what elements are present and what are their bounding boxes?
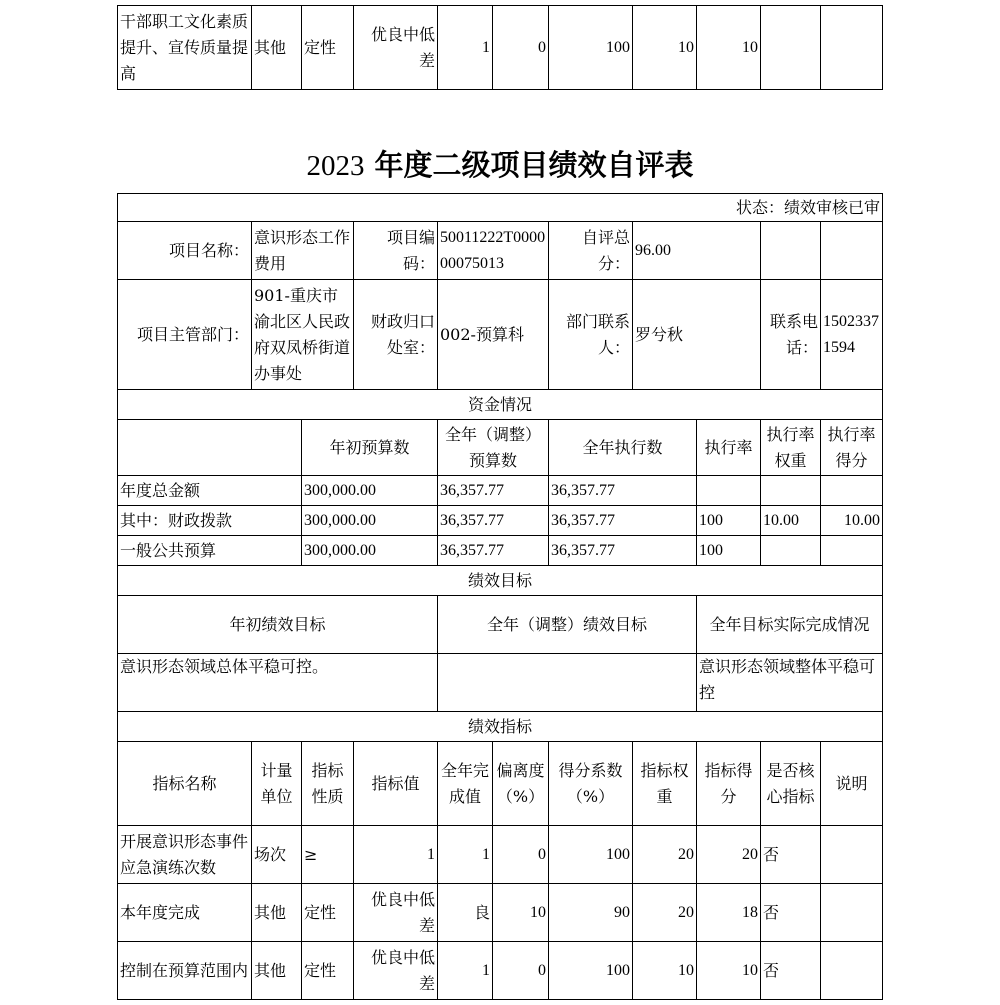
funds-header-adjusted: 全年（调整）预算数 xyxy=(438,420,549,476)
header-score: 指标得分 xyxy=(697,742,761,826)
indicator-coef: 90 xyxy=(549,884,633,942)
funds-row-score xyxy=(821,536,883,566)
header-value: 指标值 xyxy=(354,742,438,826)
indicators-section-row xyxy=(118,712,883,742)
indicator-score: 10 xyxy=(697,6,761,90)
indicators-header-row xyxy=(118,742,883,826)
indicator-unit: 场次 xyxy=(252,826,302,884)
funds-section-title: 资金情况 xyxy=(118,390,883,420)
funds-row-weight xyxy=(761,476,821,506)
indicator-deviation: 0 xyxy=(493,6,549,90)
empty-cell xyxy=(761,222,821,280)
project-name-row xyxy=(118,222,883,280)
finance-office-value: 002-预算科 xyxy=(438,280,549,390)
funds-row-executed: 36,357.77 xyxy=(549,476,697,506)
indicator-weight: 20 xyxy=(633,826,697,884)
indicator-completed: 1 xyxy=(438,826,493,884)
funds-header-rate: 执行率 xyxy=(697,420,761,476)
indicator-coef: 100 xyxy=(549,942,633,1000)
indicator-value: 优良中低差 xyxy=(354,942,438,1000)
indicator-completed: 1 xyxy=(438,6,493,90)
self-score-value: 96.00 xyxy=(633,222,761,280)
header-indicator-name: 指标名称 xyxy=(118,742,252,826)
indicator-score: 18 xyxy=(697,884,761,942)
project-name-label: 项目名称： xyxy=(118,222,252,280)
empty-cell xyxy=(118,420,302,476)
indicator-name: 本年度完成 xyxy=(118,884,252,942)
indicator-weight: 10 xyxy=(633,942,697,1000)
table-row xyxy=(118,536,883,566)
indicator-note xyxy=(821,942,883,1000)
funds-row-rate: 100 xyxy=(697,506,761,536)
indicator-name: 干部职工文化素质提升、宣传质量提高 xyxy=(118,6,252,90)
goals-header-actual: 全年目标实际完成情况 xyxy=(697,596,883,654)
funds-row-label: 一般公共预算 xyxy=(118,536,302,566)
table-row xyxy=(118,826,883,884)
indicator-score: 10 xyxy=(697,942,761,1000)
indicators-section-title: 绩效指标 xyxy=(118,712,883,742)
goals-header-adjusted: 全年（调整）绩效目标 xyxy=(438,596,697,654)
funds-header-weight: 执行率权重 xyxy=(761,420,821,476)
header-completed: 全年完成值 xyxy=(438,742,493,826)
funds-row-adjusted: 36,357.77 xyxy=(438,476,549,506)
department-row xyxy=(118,280,883,390)
indicator-core: 否 xyxy=(761,942,821,1000)
empty-cell xyxy=(821,222,883,280)
funds-row-score xyxy=(821,476,883,506)
funds-header-executed: 全年执行数 xyxy=(549,420,697,476)
funds-row-label: 其中：财政拨款 xyxy=(118,506,302,536)
funds-row-initial: 300,000.00 xyxy=(302,506,438,536)
indicator-core xyxy=(761,6,821,90)
table-row xyxy=(118,476,883,506)
header-weight: 指标权重 xyxy=(633,742,697,826)
funds-row-executed: 36,357.77 xyxy=(549,536,697,566)
indicator-deviation: 10 xyxy=(493,884,549,942)
title-year: 2023 xyxy=(306,150,365,182)
phone-value: 15023371594 xyxy=(821,280,883,390)
funds-header-initial: 年初预算数 xyxy=(302,420,438,476)
header-deviation: 偏离度（%） xyxy=(493,742,549,826)
funds-row-score: 10.00 xyxy=(821,506,883,536)
funds-row-rate xyxy=(697,476,761,506)
header-coef: 得分系数（%） xyxy=(549,742,633,826)
goal-initial: 意识形态领域总体平稳可控。 xyxy=(118,654,438,712)
indicator-note xyxy=(821,6,883,90)
funds-row-executed: 36,357.77 xyxy=(549,506,697,536)
table-row xyxy=(118,506,883,536)
title-text: 年度二级项目绩效自评表 xyxy=(374,148,694,182)
project-code-label: 项目编码： xyxy=(354,222,438,280)
header-unit: 计量单位 xyxy=(252,742,302,826)
goals-content-row xyxy=(118,654,883,712)
indicator-deviation: 0 xyxy=(493,826,549,884)
indicator-note xyxy=(821,884,883,942)
funds-row-weight xyxy=(761,536,821,566)
department-label: 项目主管部门： xyxy=(118,280,252,390)
indicator-note xyxy=(821,826,883,884)
funds-header-row xyxy=(118,420,883,476)
indicator-coef: 100 xyxy=(549,6,633,90)
header-core: 是否核心指标 xyxy=(761,742,821,826)
indicator-score: 20 xyxy=(697,826,761,884)
funds-row-rate: 100 xyxy=(697,536,761,566)
indicator-weight: 10 xyxy=(633,6,697,90)
table-row xyxy=(118,6,883,90)
indicator-core: 否 xyxy=(761,884,821,942)
indicator-name: 开展意识形态事件应急演练次数 xyxy=(118,826,252,884)
indicator-deviation: 0 xyxy=(493,942,549,1000)
indicator-weight: 20 xyxy=(633,884,697,942)
indicator-core: 否 xyxy=(761,826,821,884)
department-value: 901-重庆市渝北区人民政府双凤桥街道办事处 xyxy=(252,280,354,390)
funds-row-label: 年度总金额 xyxy=(118,476,302,506)
self-evaluation-table xyxy=(117,193,883,1000)
finance-office-label: 财政归口处室： xyxy=(354,280,438,390)
goals-header-row xyxy=(118,596,883,654)
funds-section-row xyxy=(118,390,883,420)
funds-row-adjusted: 36,357.77 xyxy=(438,536,549,566)
goals-section-row xyxy=(118,566,883,596)
indicator-nature: 定性 xyxy=(302,6,354,90)
funds-row-initial: 300,000.00 xyxy=(302,536,438,566)
funds-row-weight: 10.00 xyxy=(761,506,821,536)
header-note: 说明 xyxy=(821,742,883,826)
funds-row-adjusted: 36,357.77 xyxy=(438,506,549,536)
project-code-value: 50011222T000000075013 xyxy=(438,222,549,280)
indicator-name: 控制在预算范围内 xyxy=(118,942,252,1000)
indicator-value: 优良中低差 xyxy=(354,6,438,90)
indicator-completed: 良 xyxy=(438,884,493,942)
page-title xyxy=(0,143,1000,184)
indicator-unit: 其他 xyxy=(252,884,302,942)
indicator-value: 优良中低差 xyxy=(354,884,438,942)
indicator-unit: 其他 xyxy=(252,6,302,90)
contact-label: 部门联系人： xyxy=(549,280,633,390)
phone-label: 联系电话： xyxy=(761,280,821,390)
indicator-nature: ≥ xyxy=(302,826,354,884)
goals-section-title: 绩效目标 xyxy=(118,566,883,596)
indicator-coef: 100 xyxy=(549,826,633,884)
indicator-nature: 定性 xyxy=(302,884,354,942)
status-badge: 状态：绩效审核已审 xyxy=(118,194,883,222)
contact-value: 罗兮秋 xyxy=(633,280,761,390)
previous-table-fragment xyxy=(117,5,883,90)
indicator-completed: 1 xyxy=(438,942,493,1000)
status-row xyxy=(118,194,883,222)
goal-adjusted xyxy=(438,654,697,712)
funds-header-score: 执行率得分 xyxy=(821,420,883,476)
indicator-unit: 其他 xyxy=(252,942,302,1000)
indicator-nature: 定性 xyxy=(302,942,354,1000)
goal-actual: 意识形态领域整体平稳可控 xyxy=(697,654,883,712)
goals-header-initial: 年初绩效目标 xyxy=(118,596,438,654)
funds-row-initial: 300,000.00 xyxy=(302,476,438,506)
self-score-label: 自评总分： xyxy=(549,222,633,280)
project-name-value: 意识形态工作费用 xyxy=(252,222,354,280)
table-row xyxy=(118,884,883,942)
table-row xyxy=(118,942,883,1000)
indicator-value: 1 xyxy=(354,826,438,884)
header-nature: 指标性质 xyxy=(302,742,354,826)
